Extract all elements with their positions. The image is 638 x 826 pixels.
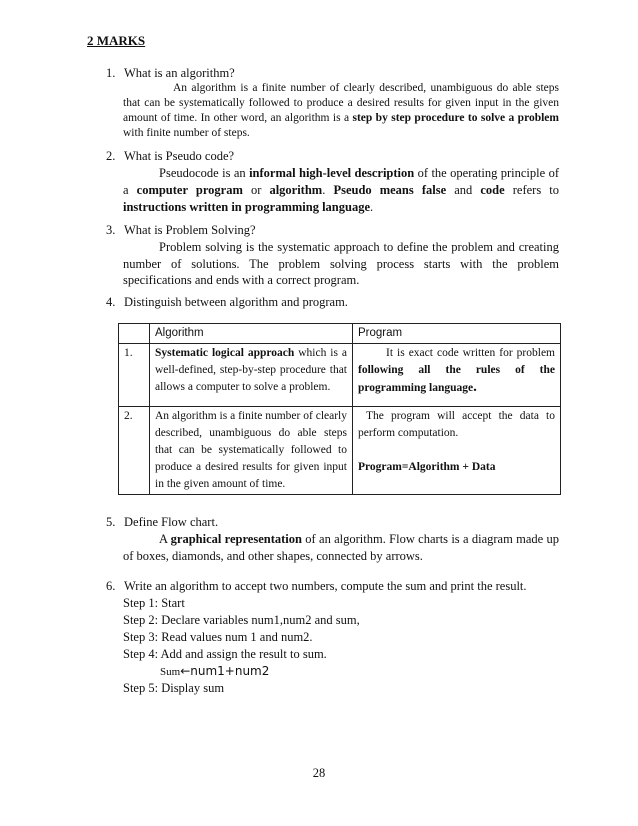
- cell-text: The program will accept the data to perform computation.: [358, 410, 555, 439]
- comparison-table: [118, 323, 561, 495]
- section-heading: 2 MARKS: [87, 33, 146, 48]
- answer-bold: computer program: [136, 183, 243, 197]
- algorithm-step-5: Step 5: Display sum: [123, 681, 225, 695]
- algorithm-step-3: Step 3: Read values num 1 and num2.: [123, 630, 313, 644]
- question-5: [106, 514, 218, 531]
- answer-2: [123, 165, 559, 216]
- question-3: [106, 222, 256, 239]
- cell-text: which is a well-defined, step-by-step procedure that allows a computer to solve a problem.: [155, 347, 347, 393]
- question-1: [106, 65, 235, 82]
- question-number: 5.: [106, 515, 116, 529]
- answer-text: .: [322, 183, 334, 197]
- answer-text: of an algorithm. Flow charts is a diagram made up of boxes, diamonds, and other shapes, connected by arrows.: [123, 532, 559, 563]
- page-number: 28: [312, 766, 326, 780]
- question-number: 6.: [106, 579, 116, 593]
- header-algorithm: Algorithm: [150, 324, 353, 344]
- answer-5: [123, 531, 559, 565]
- answer-3: [123, 239, 559, 289]
- question-text: Distinguish between algorithm and program.: [124, 295, 348, 309]
- answer-bold: algorithm: [269, 183, 323, 197]
- sum-formula: [160, 663, 269, 681]
- answer-bold: Pseudo means false: [333, 183, 447, 197]
- cell-bold: Systematic logical approach: [155, 347, 295, 359]
- answer-text: refers to: [504, 183, 560, 197]
- answer-text: or: [242, 183, 270, 197]
- question-text: What is an algorithm?: [124, 66, 235, 80]
- cell-text: It is exact code written for problem: [386, 347, 555, 359]
- program-cell: [353, 407, 561, 495]
- question-4: [106, 294, 348, 311]
- answer-text: .: [370, 200, 374, 214]
- table-row: [119, 407, 561, 495]
- algorithm-step-4: Step 4: Add and assign the result to sum.: [123, 647, 327, 661]
- program-formula: Program=Algorithm + Data: [358, 461, 496, 473]
- algorithm-cell: [150, 344, 353, 407]
- answer-text-end: with finite number of steps.: [123, 127, 250, 139]
- algorithm-step-1: Step 1: Start: [123, 596, 185, 610]
- question-number: 4.: [106, 295, 116, 309]
- answer-bold: instructions written in programming language: [123, 200, 370, 214]
- table-row: [119, 344, 561, 407]
- question-text: What is Problem Solving?: [124, 223, 256, 237]
- table-cell: [119, 324, 150, 344]
- header-program: Program: [353, 324, 561, 344]
- question-number: 1.: [106, 66, 116, 80]
- answer-text: and: [446, 183, 481, 197]
- question-2: [106, 148, 234, 165]
- answer-text: Pseudocode is an: [159, 166, 250, 180]
- answer-bold: step by step procedure to solve a problem: [352, 112, 559, 124]
- row-number: 1.: [119, 344, 150, 407]
- answer-1: [123, 81, 559, 141]
- answer-bold: graphical representation: [170, 532, 302, 546]
- cell-bold: following all the rules of the programming language: [358, 364, 555, 394]
- question-text: Define Flow chart.: [124, 515, 219, 529]
- answer-text: An algorithm is a finite number of clearly described, unambiguous do able steps that can be systematically followed to produce a desired results for given input in the given amount of time. In other word, an algorithm is a: [123, 82, 559, 124]
- program-cell: [353, 344, 561, 407]
- answer-bold: informal high-level description: [249, 166, 415, 180]
- answer-text: A: [159, 532, 171, 546]
- row-number: 2.: [119, 407, 150, 495]
- cell-bold-end: .: [473, 379, 477, 395]
- answer-text: Problem solving is the systematic approach to define the problem and creating number of solutions. The problem solving process starts with the problem specifications and ends with a correct program.: [123, 240, 559, 287]
- algorithm-cell: An algorithm is a finite number of clearly described, unambiguous do able steps that can be systematically followed to produce a desired results for given input in the given amount of time.: [150, 407, 353, 495]
- question-number: 3.: [106, 223, 116, 237]
- table-header-row: [119, 324, 561, 344]
- algorithm-step-2: Step 2: Declare variables num1,num2 and sum,: [123, 613, 360, 627]
- question-text: What is Pseudo code?: [124, 149, 235, 163]
- answer-text: of the operating principle of a: [123, 166, 560, 197]
- answer-bold: code: [480, 183, 505, 197]
- question-number: 2.: [106, 149, 116, 163]
- formula-label: Sum: [160, 666, 181, 678]
- question-text: Write an algorithm to accept two numbers, compute the sum and print the result.: [124, 579, 527, 593]
- question-6: [106, 578, 527, 595]
- formula-code: ←num1+num2: [180, 664, 270, 678]
